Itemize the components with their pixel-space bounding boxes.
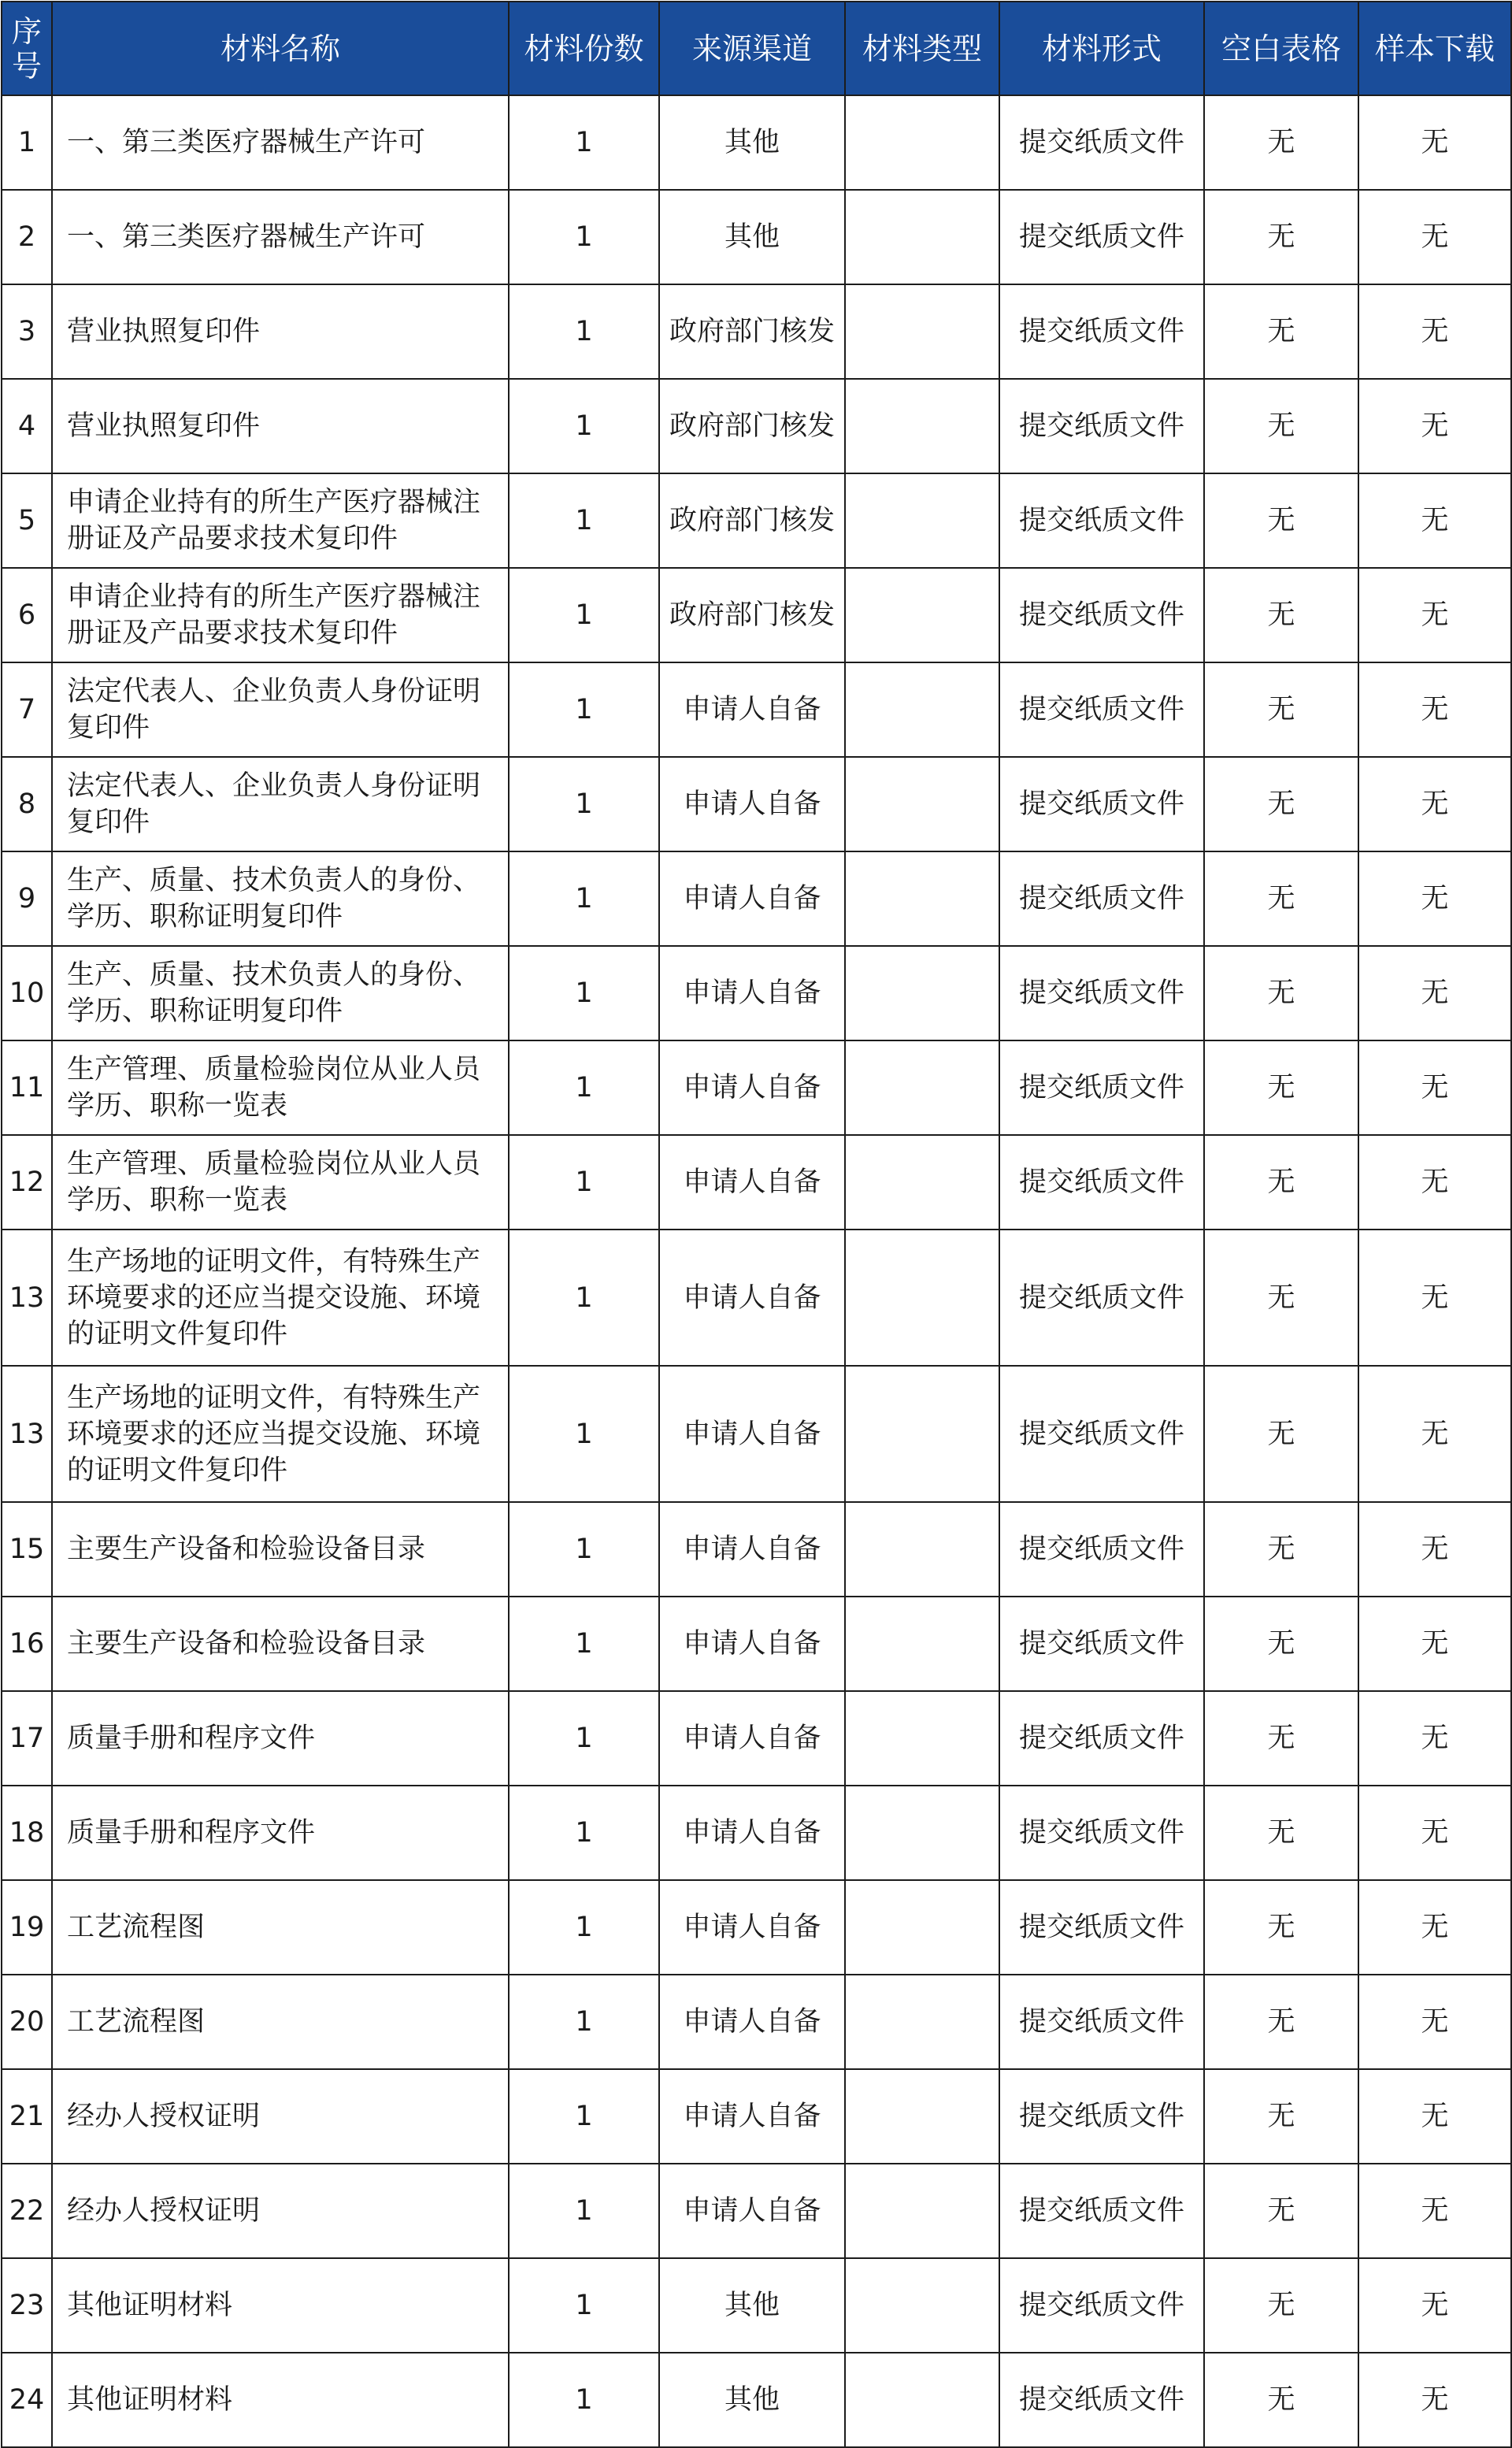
material-source: 申请人自备 — [659, 2164, 845, 2258]
material-form: 提交纸质文件 — [999, 1230, 1204, 1366]
material-name: 经办人授权证明 — [52, 2164, 509, 2258]
row-index: 6 — [2, 568, 52, 662]
row-index: 20 — [2, 1975, 52, 2069]
material-form: 提交纸质文件 — [999, 473, 1204, 568]
row-index: 18 — [2, 1786, 52, 1880]
material-name: 生产管理、质量检验岗位从业人员学历、职称一览表 — [52, 1135, 509, 1230]
table-row — [2, 662, 1511, 757]
sample-download-cell: 无 — [1358, 2164, 1511, 2258]
material-source: 申请人自备 — [659, 1502, 845, 1597]
material-copies: 1 — [509, 1502, 659, 1597]
material-source: 申请人自备 — [659, 1366, 845, 1502]
material-copies: 1 — [509, 1786, 659, 1880]
material-type — [845, 2164, 999, 2258]
table-row — [2, 2353, 1511, 2447]
table-row — [2, 2258, 1511, 2353]
material-form: 提交纸质文件 — [999, 946, 1204, 1040]
header-source: 来源渠道 — [659, 2, 845, 95]
material-copies: 1 — [509, 1135, 659, 1230]
material-name: 经办人授权证明 — [52, 2069, 509, 2164]
table-row — [2, 190, 1511, 284]
table-row — [2, 473, 1511, 568]
blank-form-cell: 无 — [1204, 379, 1358, 473]
material-name: 营业执照复印件 — [52, 379, 509, 473]
material-copies: 1 — [509, 757, 659, 851]
material-form: 提交纸质文件 — [999, 851, 1204, 946]
material-form: 提交纸质文件 — [999, 1597, 1204, 1691]
table-row — [2, 1786, 1511, 1880]
table-row — [2, 946, 1511, 1040]
sample-download-cell: 无 — [1358, 568, 1511, 662]
sample-download-cell: 无 — [1358, 190, 1511, 284]
material-name: 其他证明材料 — [52, 2258, 509, 2353]
table-row — [2, 1691, 1511, 1786]
blank-form-cell: 无 — [1204, 1230, 1358, 1366]
blank-form-cell: 无 — [1204, 1040, 1358, 1135]
sample-download-cell: 无 — [1358, 757, 1511, 851]
material-name: 一、第三类医疗器械生产许可 — [52, 95, 509, 190]
material-type — [845, 473, 999, 568]
table-row — [2, 1880, 1511, 1975]
sample-download-cell: 无 — [1358, 1597, 1511, 1691]
table-row — [2, 2164, 1511, 2258]
sample-download-cell: 无 — [1358, 1366, 1511, 1502]
sample-download-cell: 无 — [1358, 95, 1511, 190]
material-source: 其他 — [659, 2353, 845, 2447]
material-source: 申请人自备 — [659, 1135, 845, 1230]
row-index: 1 — [2, 95, 52, 190]
blank-form-cell: 无 — [1204, 1880, 1358, 1975]
sample-download-cell: 无 — [1358, 473, 1511, 568]
sample-download-cell: 无 — [1358, 1691, 1511, 1786]
material-copies: 1 — [509, 568, 659, 662]
material-form: 提交纸质文件 — [999, 379, 1204, 473]
material-copies: 1 — [509, 379, 659, 473]
row-index: 21 — [2, 2069, 52, 2164]
material-form: 提交纸质文件 — [999, 190, 1204, 284]
material-type — [845, 1786, 999, 1880]
row-index: 13 — [2, 1366, 52, 1502]
material-source: 申请人自备 — [659, 1040, 845, 1135]
material-name: 生产管理、质量检验岗位从业人员学历、职称一览表 — [52, 1040, 509, 1135]
header-name: 材料名称 — [52, 2, 509, 95]
material-copies: 1 — [509, 851, 659, 946]
material-copies: 1 — [509, 662, 659, 757]
material-copies: 1 — [509, 2258, 659, 2353]
material-name: 生产、质量、技术负责人的身份、学历、职称证明复印件 — [52, 946, 509, 1040]
material-source: 申请人自备 — [659, 1230, 845, 1366]
material-type — [845, 1366, 999, 1502]
material-source: 政府部门核发 — [659, 568, 845, 662]
material-source: 其他 — [659, 2258, 845, 2353]
row-index: 3 — [2, 284, 52, 379]
material-name: 生产、质量、技术负责人的身份、学历、职称证明复印件 — [52, 851, 509, 946]
material-source: 申请人自备 — [659, 1786, 845, 1880]
material-copies: 1 — [509, 190, 659, 284]
material-type — [845, 2258, 999, 2353]
material-type — [845, 1230, 999, 1366]
table-row — [2, 1366, 1511, 1502]
material-copies: 1 — [509, 2353, 659, 2447]
header-copies: 材料份数 — [509, 2, 659, 95]
row-index: 7 — [2, 662, 52, 757]
material-source: 申请人自备 — [659, 1597, 845, 1691]
table-row — [2, 851, 1511, 946]
row-index: 23 — [2, 2258, 52, 2353]
table-row — [2, 1135, 1511, 1230]
blank-form-cell: 无 — [1204, 851, 1358, 946]
material-name: 一、第三类医疗器械生产许可 — [52, 190, 509, 284]
material-source: 其他 — [659, 190, 845, 284]
header-type: 材料类型 — [845, 2, 999, 95]
material-copies: 1 — [509, 2069, 659, 2164]
material-copies: 1 — [509, 946, 659, 1040]
material-type — [845, 662, 999, 757]
material-copies: 1 — [509, 473, 659, 568]
header-row — [2, 2, 1511, 95]
material-form: 提交纸质文件 — [999, 568, 1204, 662]
material-name: 生产场地的证明文件，有特殊生产环境要求的还应当提交设施、环境的证明文件复印件 — [52, 1366, 509, 1502]
material-source: 其他 — [659, 95, 845, 190]
material-copies: 1 — [509, 95, 659, 190]
material-type — [845, 1502, 999, 1597]
table-row — [2, 2069, 1511, 2164]
material-name: 质量手册和程序文件 — [52, 1786, 509, 1880]
material-name: 主要生产设备和检验设备目录 — [52, 1597, 509, 1691]
material-source: 申请人自备 — [659, 946, 845, 1040]
material-type — [845, 1597, 999, 1691]
row-index: 16 — [2, 1597, 52, 1691]
material-copies: 1 — [509, 1975, 659, 2069]
material-copies: 1 — [509, 284, 659, 379]
blank-form-cell: 无 — [1204, 473, 1358, 568]
material-form: 提交纸质文件 — [999, 1502, 1204, 1597]
sample-download-cell: 无 — [1358, 1135, 1511, 1230]
material-source: 申请人自备 — [659, 757, 845, 851]
material-type — [845, 1691, 999, 1786]
row-index: 9 — [2, 851, 52, 946]
blank-form-cell: 无 — [1204, 1597, 1358, 1691]
material-source: 申请人自备 — [659, 1975, 845, 2069]
material-form: 提交纸质文件 — [999, 284, 1204, 379]
row-index: 4 — [2, 379, 52, 473]
blank-form-cell: 无 — [1204, 2069, 1358, 2164]
header-sample-download: 样本下载 — [1358, 2, 1511, 95]
blank-form-cell: 无 — [1204, 568, 1358, 662]
material-type — [845, 946, 999, 1040]
material-form: 提交纸质文件 — [999, 1786, 1204, 1880]
header-index: 序号 — [2, 2, 52, 95]
row-index: 12 — [2, 1135, 52, 1230]
material-type — [845, 2069, 999, 2164]
table-row — [2, 1597, 1511, 1691]
material-form: 提交纸质文件 — [999, 1366, 1204, 1502]
material-name: 生产场地的证明文件，有特殊生产环境要求的还应当提交设施、环境的证明文件复印件 — [52, 1230, 509, 1366]
material-name: 其他证明材料 — [52, 2353, 509, 2447]
material-form: 提交纸质文件 — [999, 1975, 1204, 2069]
table-row — [2, 95, 1511, 190]
row-index: 24 — [2, 2353, 52, 2447]
row-index: 17 — [2, 1691, 52, 1786]
table-row — [2, 1975, 1511, 2069]
sample-download-cell: 无 — [1358, 1880, 1511, 1975]
row-index: 19 — [2, 1880, 52, 1975]
table-row — [2, 1040, 1511, 1135]
table-row — [2, 379, 1511, 473]
blank-form-cell: 无 — [1204, 95, 1358, 190]
blank-form-cell: 无 — [1204, 662, 1358, 757]
row-index: 10 — [2, 946, 52, 1040]
material-form: 提交纸质文件 — [999, 1135, 1204, 1230]
blank-form-cell: 无 — [1204, 1502, 1358, 1597]
sample-download-cell: 无 — [1358, 1040, 1511, 1135]
sample-download-cell: 无 — [1358, 662, 1511, 757]
material-type — [845, 1975, 999, 2069]
material-type — [845, 190, 999, 284]
material-name: 工艺流程图 — [52, 1880, 509, 1975]
sample-download-cell: 无 — [1358, 851, 1511, 946]
material-copies: 1 — [509, 2164, 659, 2258]
sample-download-cell: 无 — [1358, 946, 1511, 1040]
table-row — [2, 284, 1511, 379]
table-row — [2, 568, 1511, 662]
blank-form-cell: 无 — [1204, 946, 1358, 1040]
row-index: 13 — [2, 1230, 52, 1366]
material-name: 申请企业持有的所生产医疗器械注册证及产品要求技术复印件 — [52, 473, 509, 568]
material-form: 提交纸质文件 — [999, 2258, 1204, 2353]
sample-download-cell: 无 — [1358, 2069, 1511, 2164]
material-form: 提交纸质文件 — [999, 95, 1204, 190]
material-form: 提交纸质文件 — [999, 1040, 1204, 1135]
sample-download-cell: 无 — [1358, 1502, 1511, 1597]
material-source: 政府部门核发 — [659, 473, 845, 568]
blank-form-cell: 无 — [1204, 2164, 1358, 2258]
materials-table — [1, 1, 1512, 2448]
material-type — [845, 2353, 999, 2447]
blank-form-cell: 无 — [1204, 1366, 1358, 1502]
header-blank-form: 空白表格 — [1204, 2, 1358, 95]
material-type — [845, 1040, 999, 1135]
sample-download-cell: 无 — [1358, 2353, 1511, 2447]
material-form: 提交纸质文件 — [999, 1880, 1204, 1975]
material-source: 政府部门核发 — [659, 284, 845, 379]
blank-form-cell: 无 — [1204, 190, 1358, 284]
material-name: 法定代表人、企业负责人身份证明复印件 — [52, 662, 509, 757]
sample-download-cell: 无 — [1358, 2258, 1511, 2353]
row-index: 11 — [2, 1040, 52, 1135]
material-copies: 1 — [509, 1230, 659, 1366]
material-name: 法定代表人、企业负责人身份证明复印件 — [52, 757, 509, 851]
material-form: 提交纸质文件 — [999, 2164, 1204, 2258]
blank-form-cell: 无 — [1204, 1786, 1358, 1880]
material-type — [845, 379, 999, 473]
sample-download-cell: 无 — [1358, 379, 1511, 473]
material-type — [845, 1880, 999, 1975]
sample-download-cell: 无 — [1358, 1230, 1511, 1366]
row-index: 22 — [2, 2164, 52, 2258]
material-source: 申请人自备 — [659, 1691, 845, 1786]
material-copies: 1 — [509, 1040, 659, 1135]
table-row — [2, 1230, 1511, 1366]
material-form: 提交纸质文件 — [999, 2353, 1204, 2447]
material-type — [845, 568, 999, 662]
material-source: 政府部门核发 — [659, 379, 845, 473]
material-name: 主要生产设备和检验设备目录 — [52, 1502, 509, 1597]
blank-form-cell: 无 — [1204, 2353, 1358, 2447]
material-form: 提交纸质文件 — [999, 1691, 1204, 1786]
table-row — [2, 757, 1511, 851]
row-index: 15 — [2, 1502, 52, 1597]
sample-download-cell: 无 — [1358, 284, 1511, 379]
header-form: 材料形式 — [999, 2, 1204, 95]
blank-form-cell: 无 — [1204, 1135, 1358, 1230]
material-type — [845, 284, 999, 379]
material-name: 营业执照复印件 — [52, 284, 509, 379]
material-type — [845, 757, 999, 851]
blank-form-cell: 无 — [1204, 1975, 1358, 2069]
material-type — [845, 1135, 999, 1230]
row-index: 5 — [2, 473, 52, 568]
material-type — [845, 851, 999, 946]
material-form: 提交纸质文件 — [999, 662, 1204, 757]
sample-download-cell: 无 — [1358, 1786, 1511, 1880]
material-name: 申请企业持有的所生产医疗器械注册证及产品要求技术复印件 — [52, 568, 509, 662]
material-copies: 1 — [509, 1880, 659, 1975]
material-source: 申请人自备 — [659, 662, 845, 757]
blank-form-cell: 无 — [1204, 284, 1358, 379]
material-form: 提交纸质文件 — [999, 757, 1204, 851]
material-name: 质量手册和程序文件 — [52, 1691, 509, 1786]
table-row — [2, 1502, 1511, 1597]
material-copies: 1 — [509, 1366, 659, 1502]
material-form: 提交纸质文件 — [999, 2069, 1204, 2164]
row-index: 8 — [2, 757, 52, 851]
material-name: 工艺流程图 — [52, 1975, 509, 2069]
material-source: 申请人自备 — [659, 1880, 845, 1975]
material-source: 申请人自备 — [659, 2069, 845, 2164]
table-body — [2, 95, 1511, 2447]
blank-form-cell: 无 — [1204, 1691, 1358, 1786]
material-copies: 1 — [509, 1597, 659, 1691]
blank-form-cell: 无 — [1204, 757, 1358, 851]
row-index: 2 — [2, 190, 52, 284]
sample-download-cell: 无 — [1358, 1975, 1511, 2069]
blank-form-cell: 无 — [1204, 2258, 1358, 2353]
material-source: 申请人自备 — [659, 851, 845, 946]
material-type — [845, 95, 999, 190]
material-copies: 1 — [509, 1691, 659, 1786]
